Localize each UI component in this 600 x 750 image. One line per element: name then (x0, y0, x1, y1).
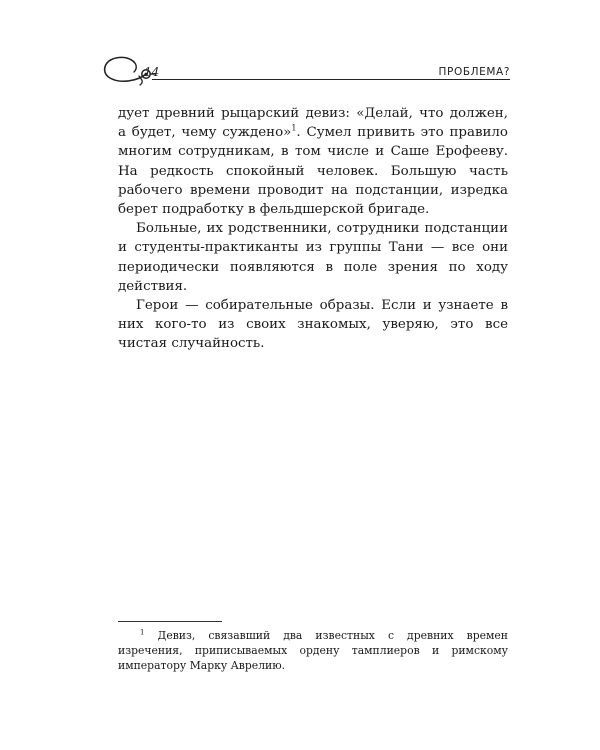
paragraph-1 (118, 104, 508, 219)
page-header (100, 48, 510, 88)
footnote (118, 628, 508, 673)
paragraph-3: Герои — собирательные образы. Если и узнаете в них кого-то из своих знакомых, уверяю, это все чистая случайность. (118, 298, 508, 352)
running-title: ПРОБЛЕМА? (438, 66, 510, 78)
paragraph-1-continuation: . Сумел привить это правило многим сотрудникам, в том числе и Саше Ерофееву. На редкость спокойный человек. Большую часть рабочего времени проводит на подстанции, изредка берет подработку в фельдшерской бригаде. (118, 125, 508, 218)
main-text (118, 104, 508, 354)
footnote-text: Девиз, связавший два известных с древних времен изречения, приписываемых ордену тамплиеров и римскому императору Марку Аврелию. (118, 629, 508, 672)
stethoscope-icon (100, 48, 170, 88)
page-number: 14 (144, 65, 160, 79)
header-rule (152, 79, 510, 80)
footnote-marker: 1 (140, 628, 145, 637)
footnote-rule (118, 621, 222, 622)
paragraph-1-text: дует древний рыцарский девиз: «Делай, что должен, а будет, чему суждено» (118, 106, 508, 141)
footnote-reference: 1 (291, 123, 297, 133)
paragraph-2: Больные, их родственники, сотрудники подстанции и студенты-практиканты из группы Тани — все они периодически появляются в поле зрения по ходу действия. (118, 221, 508, 294)
